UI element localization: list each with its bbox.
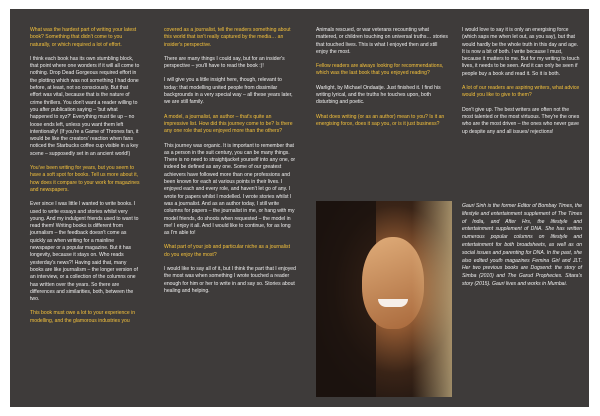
photo-smile (378, 299, 408, 307)
column-1 (30, 27, 140, 332)
magazine-spread (10, 9, 589, 407)
author-bio-text: Gauri Sinh is the former Editor of Bombay Times, the lifestyle and entertainment supplement of The Times of India, and After Hrs, the lifestyle and entertainment supplement of DNA. She has written numerous popular columns on lifestyle and entertainment for both broadsheets, as well as on social issues and parenting for DNA. In the past, she also edited youth magazines Femina Girl and JLT. Her two previous books are Dogsend: the story of Simba (2010) and The Garud Prophecies. Sitara's story (2015). Gauri lives and works in Mumbai. (462, 203, 582, 287)
photo-background-light (412, 201, 452, 397)
answer: I would like to say all of it, but I think the part that I enjoyed the most was when something I wrote touched a reader enough for him or her to write in and say so. Stories about healing and helping. (164, 266, 296, 294)
answer: I think each book has its own stumbling block, that point where one wonders if it will all come to nothing. Drop Dead Gorgeous required effort in the plotting which was not something I had done before, at least, not so consciously. But that effort was vital, because that is the nature of crime thrillers. You don't want a reader willing to you after publication saying – 'but what happened to xyz?' Everything must tie up – no loose ends left, unless you want them left intentionally! (If you're a Game of Thrones fan, it would be like the creators' reaction when fans noticed the Starbucks coffee cup visible in a key scene – supposedly set in an ancient world!) (30, 55, 140, 157)
question: Fellow readers are always looking for recommendations, which was the last book that you enjoyed reading? (316, 63, 444, 77)
answer: I would love to say it is only an energising force (which saps me when let out, as you say), but that would hardly be the whole truth in this day and age. It is now a bit of both. I write because I must, because it matters to me. But for my writing to touch lives, it needs to be seen. And it can only be seen if people buy a book and read it. So it is both. (462, 27, 580, 77)
column-4 (462, 27, 580, 143)
answer: Animals rescued, or war veterans recounting what mattered, or children touching on universal truths… stories that touched lives. This is what I enjoyed then and still enjoy the most. (316, 27, 448, 55)
answer: I will give you a little insight here, though, relevant to today: that modelling united people from dissimilar backgrounds in a very special way – all these years later, we are still family. (164, 77, 293, 106)
column-2 (164, 27, 296, 302)
question: A model, a journalist, an author – that's quite an impressive list. How did this journey come to be? Is there any one role that you enjoyed more than the others? (164, 113, 293, 135)
question: A lot of our readers are aspiring writers, what advice would you like to give to them? (462, 85, 580, 99)
question: covered as a journalist, tell the readers something about this world that isn't really captured by the media… an insider's perspective. (164, 27, 291, 48)
question: This book must owe a lot to your experience in modelling, and the glamorous industries you (30, 310, 136, 324)
answer: Warlight, by Michael Ondaatje. Just finished it. I find his writing lyrical, and the truths he touches upon, both disturbing and poetic. (316, 84, 441, 106)
answer: Ever since I was little I wanted to write books. I used to write essays and stories whilst very young. And my indulgent friends used to want to read them! Writing books is different from journalism – the feedback doesn't come as quickly as when writing for a mainline newspaper or a popular magazine. But it has longevity, because it stays on. Who reads yesterday's news?! Having said that, many books are like journalism – the longer version of an interview, or a collection of the columns one has written over the years. So there are differences and similarities, both, between the two. (30, 201, 139, 303)
answer: Don't give up. The best writers are often not the most talented or the most virtuous. They're the ones who are the most driven – the ones who never gave up despite any and all issues/ rejections! (462, 106, 580, 135)
question: What part of your job and particular niche as a journalist do you enjoy the most? (164, 244, 290, 258)
author-photo (316, 201, 452, 397)
question: What does writing (or as an author) mean to you? Is it an energising force, does it sap you, or is it just business? (316, 113, 445, 127)
author-bio (462, 203, 582, 289)
column-3 (316, 27, 448, 135)
question: What was the hardest part of writing your latest book? Something that didn't come to you naturally, or which required a lot of effort. (30, 27, 137, 48)
answer: This journey was organic. It is important to remember that as a person in the suit century, you can be many things. There is no need to straightjacket yourself into any one, or indeed be defined as any one. Some of our greatest achievers have followed more than one professions and been known for each at various points in their lives. I enjoyed each and every role, and haven't let go of any. I wrote for papers whilst I modelled. I wrote stories whilst I was a journalist. And as an author today, I still write columns for papers – the journalist in me, or hang with my model friends, do shoots when requested – the model in me! I enjoy it all. And I would like to continue, for as long as I'm able to! (164, 142, 296, 237)
question: You've been writing for years, but you seem to have a soft spot for books. Tell us more about it, how does it compare to your work for magazines and newspapers. (30, 165, 140, 193)
answer: There are many things I could say, but for an insider's perspective – you'll have to read the book :)! (164, 55, 285, 70)
